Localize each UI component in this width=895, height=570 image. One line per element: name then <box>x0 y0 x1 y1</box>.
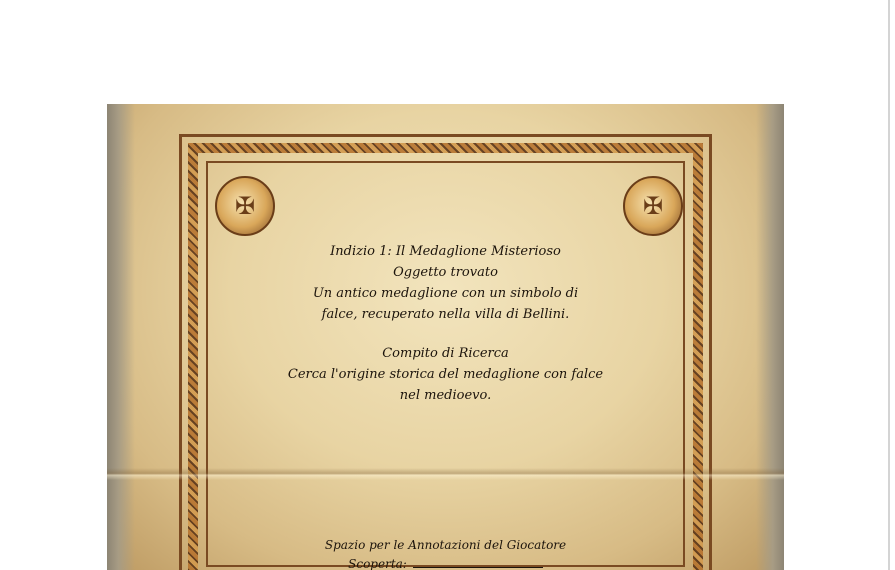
discovery-blank[interactable] <box>413 558 543 568</box>
page-scrollbar[interactable] <box>888 0 890 570</box>
corner-emblem-icon: ✠ <box>215 176 275 236</box>
task-description: Cerca l'origine storica del medaglione con falce nel medioevo. <box>287 367 604 403</box>
clue-object-description: Un antico medaglione con un simbolo di falce, recuperato nella villa di Bellini. <box>312 286 579 322</box>
scroll-right-edge <box>756 104 784 570</box>
clue-title: Indizio 1: Il Medaglione Misterioso <box>330 244 561 259</box>
discovery-label: Scoperta: <box>348 557 407 570</box>
corner-emblem-icon: ✠ <box>623 176 683 236</box>
task-heading: Compito di Ricerca <box>382 346 509 361</box>
notes-heading: Spazio per le Annotazioni del Giocatore <box>324 538 567 552</box>
scroll-fold <box>107 468 784 480</box>
clue-object-heading: Oggetto trovato <box>393 265 498 280</box>
scroll-left-edge <box>107 104 135 570</box>
discovery-line[interactable] <box>257 554 634 570</box>
parchment-scroll <box>107 104 784 570</box>
